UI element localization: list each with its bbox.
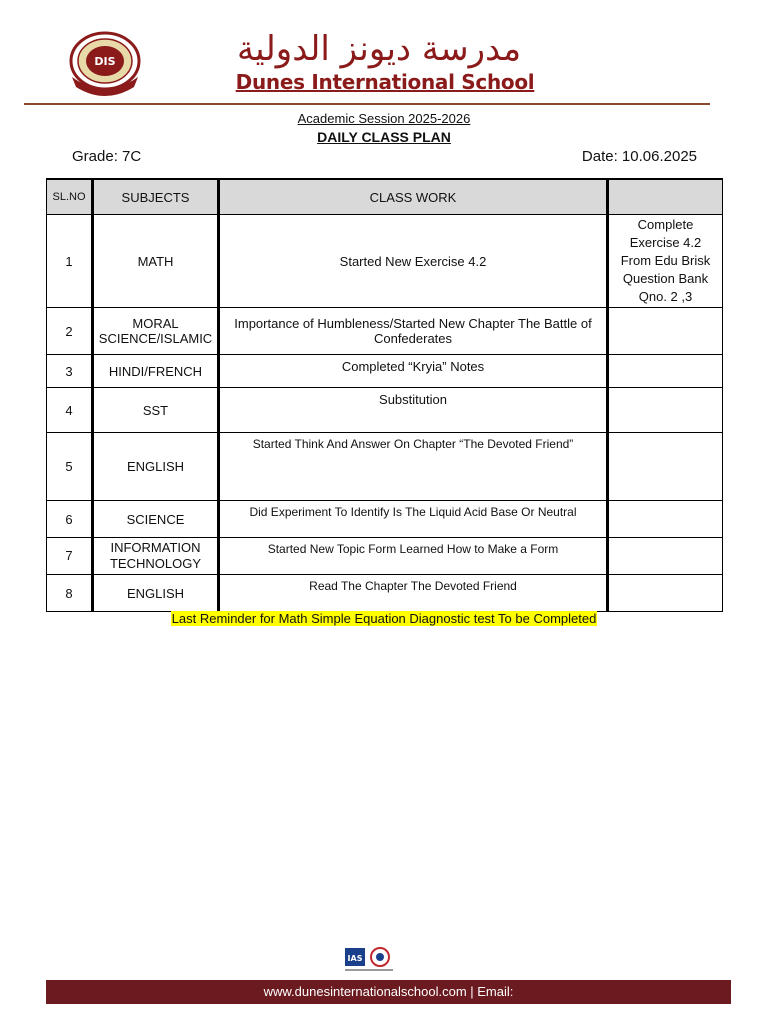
- header-divider: [24, 103, 710, 105]
- reminder-note: [0, 610, 768, 628]
- row-classwork: Completed “Kryia” Notes: [219, 355, 608, 388]
- footer-bar: www.dunesinternationalschool.com | Email:: [46, 980, 731, 1004]
- row-classwork: Did Experiment To Identify Is The Liquid Acid Base Or Neutral: [219, 501, 608, 538]
- row-homework: [608, 501, 723, 538]
- row-number: 7: [47, 538, 93, 575]
- row-classwork: Started Think And Answer On Chapter “The Devoted Friend”: [219, 433, 608, 501]
- table-row: [47, 308, 723, 355]
- row-homework: [608, 388, 723, 433]
- certification-badge-label: IAS: [347, 954, 363, 963]
- row-homework: [608, 308, 723, 355]
- table-row: [47, 575, 723, 612]
- school-name-arabic: مدرسة ديونز الدولية: [236, 29, 522, 69]
- row-classwork: Started New Exercise 4.2: [219, 215, 608, 308]
- row-classwork: Started New Topic Form Learned How to Make a Form: [219, 538, 608, 575]
- table-header-row: [47, 179, 723, 215]
- header-subjects: SUBJECTS: [93, 179, 219, 215]
- row-subject: MATH: [93, 215, 219, 308]
- table-row: [47, 215, 723, 308]
- grade-label: Grade: 7C: [72, 148, 142, 165]
- row-number: 3: [47, 355, 93, 388]
- row-number: 6: [47, 501, 93, 538]
- row-subject: SCIENCE: [93, 501, 219, 538]
- row-subject: INFORMATION TECHNOLOGY: [93, 538, 219, 575]
- row-homework: [608, 575, 723, 612]
- row-subject: MORAL SCIENCE/ISLAMIC: [93, 308, 219, 355]
- date-label: Date: 10.06.2025: [581, 148, 697, 165]
- header-homework: [608, 179, 723, 215]
- certification-badge: [344, 946, 394, 976]
- plan-title: DAILY CLASS PLAN: [317, 129, 451, 145]
- row-number: 2: [47, 308, 93, 355]
- school-name: Dunes International School: [235, 70, 535, 94]
- row-classwork: Read The Chapter The Devoted Friend: [219, 575, 608, 612]
- row-homework: Complete Exercise 4.2 From Edu Brisk Question Bank Qno. 2 ,3: [608, 215, 723, 308]
- row-subject: ENGLISH: [93, 433, 219, 501]
- row-homework: [608, 355, 723, 388]
- academic-session: Academic Session 2025-2026: [297, 111, 471, 126]
- table-row: [47, 355, 723, 388]
- row-subject: ENGLISH: [93, 575, 219, 612]
- row-classwork: Substitution: [219, 388, 608, 433]
- table-row: [47, 538, 723, 575]
- table-row: [47, 433, 723, 501]
- row-homework: [608, 433, 723, 501]
- table-row: [47, 501, 723, 538]
- row-number: 5: [47, 433, 93, 501]
- row-number: 4: [47, 388, 93, 433]
- row-classwork: Importance of Humbleness/Started New Chapter The Battle of Confederates: [219, 308, 608, 355]
- header-slno: SL.NO: [47, 179, 93, 215]
- class-plan-table: [46, 178, 723, 612]
- row-number: 8: [47, 575, 93, 612]
- row-number: 1: [47, 215, 93, 308]
- row-subject: HINDI/FRENCH: [93, 355, 219, 388]
- school-logo: [64, 31, 146, 97]
- logo-text: DIS: [94, 55, 116, 68]
- header-classwork: CLASS WORK: [219, 179, 608, 215]
- table-row: [47, 388, 723, 433]
- reminder-text: Last Reminder for Math Simple Equation Diagnostic test To be Completed: [171, 611, 597, 626]
- row-subject: SST: [93, 388, 219, 433]
- row-homework: [608, 538, 723, 575]
